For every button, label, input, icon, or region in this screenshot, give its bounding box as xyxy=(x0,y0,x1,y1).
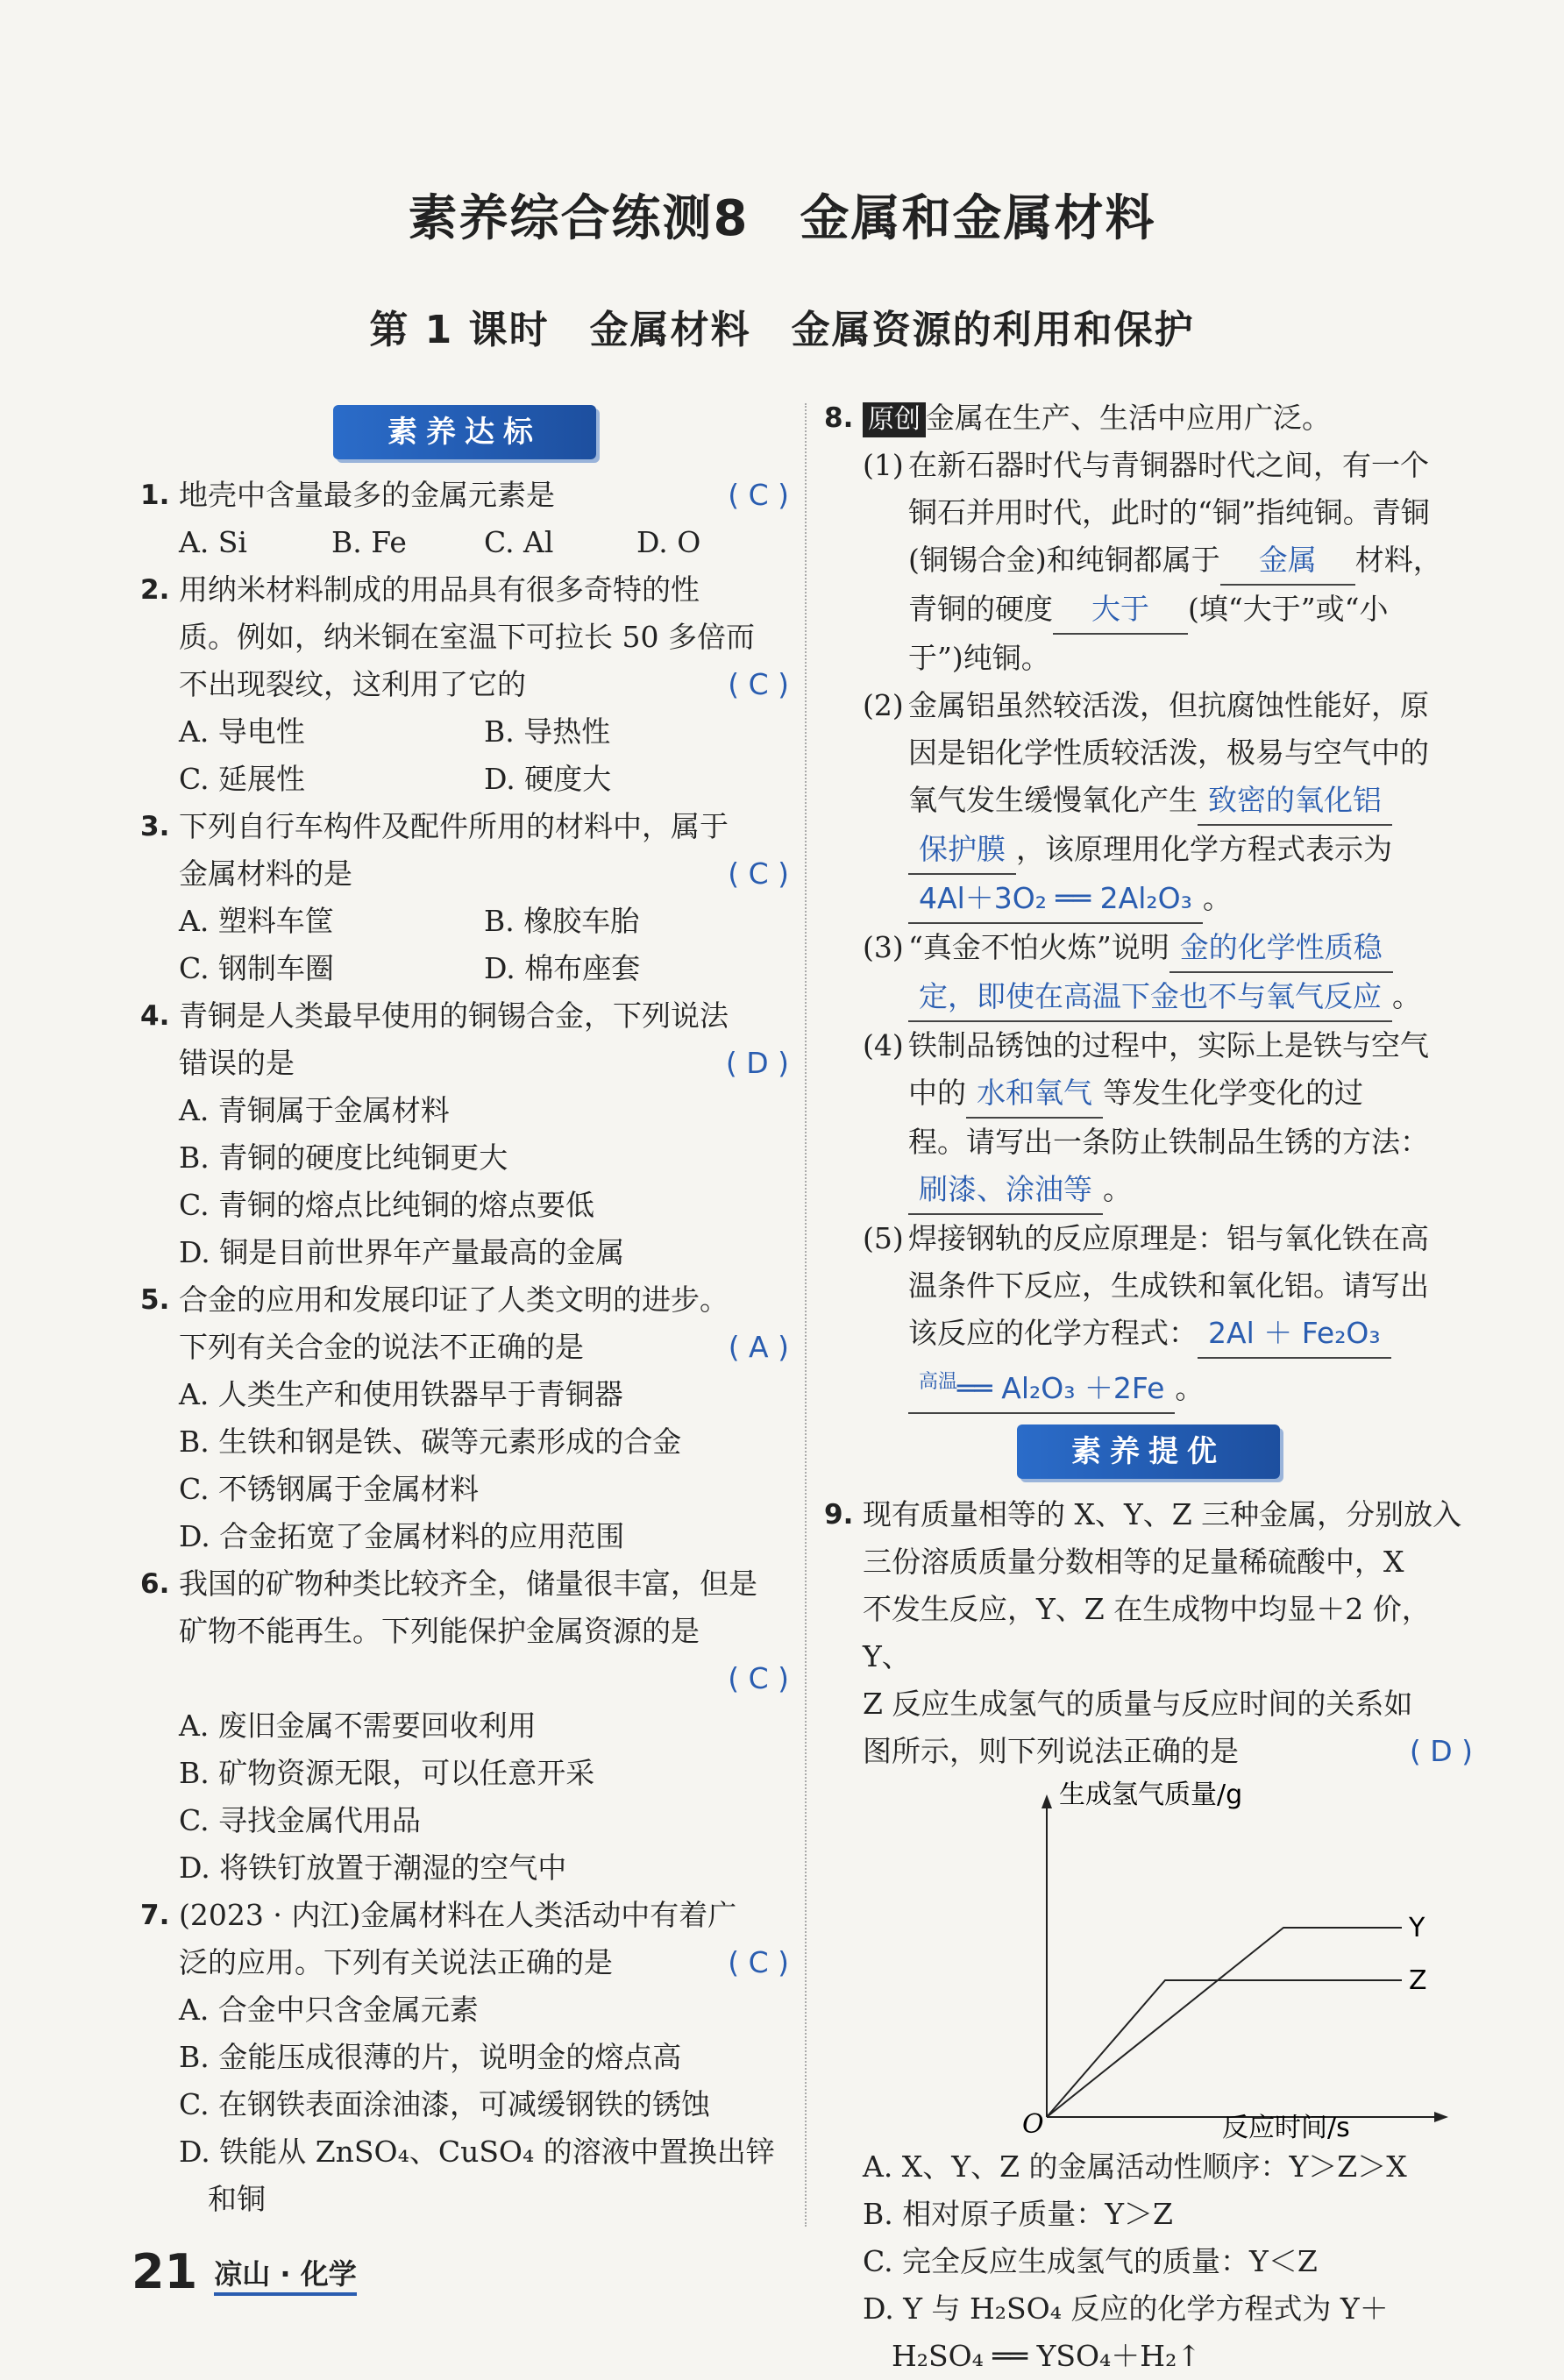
option-a: A. 导电性 xyxy=(179,714,305,749)
question-stem-line: 我国的矿物种类比较齐全，储量很丰富，但是 xyxy=(179,1567,757,1601)
part-number: (2) xyxy=(863,688,904,722)
question-stem-line: 不出现裂纹，这利用了它的 xyxy=(179,667,526,701)
question-stem-line: 下列自行车构件及配件所用的材料中，属于 xyxy=(179,809,729,843)
part-text: 因是铝化学性质较活泼，极易与空气中的 xyxy=(908,735,1429,770)
option-b: B. 橡胶车胎 xyxy=(484,904,640,938)
question-number: 6. xyxy=(140,1568,170,1600)
answer-blank: 保护膜 xyxy=(908,826,1016,875)
q8-part-5 xyxy=(863,1215,1473,1414)
part-number: (5) xyxy=(863,1221,904,1255)
part-text: 铁制品锈蚀的过程中，实际上是铁与空气 xyxy=(908,1028,1429,1062)
option-b: B. 青铜的硬度比纯铜更大 xyxy=(179,1140,508,1175)
option-a: A. 人类生产和使用铁器早于青铜器 xyxy=(179,1377,623,1411)
question-2 xyxy=(140,566,789,803)
option-d-continued: H₂SO₄ ══ YSO₄＋H₂↑ xyxy=(863,2339,1201,2373)
question-stem-line: 泛的应用。下列有关说法正确的是 xyxy=(179,1945,613,1979)
part-text: 该反应的化学方程式： xyxy=(908,1316,1198,1350)
question-stem-line: 矿物不能再生。下列能保护金属资源的是 xyxy=(179,1614,700,1648)
answer-blank: 水和氧气 xyxy=(966,1069,1103,1119)
part-text: “真金不怕火炼”说明 xyxy=(908,930,1169,964)
part-text: (填“大于”或“小 xyxy=(1188,592,1389,626)
question-8 xyxy=(824,394,1473,1414)
answer-blank: 致密的氧化铝 xyxy=(1198,777,1392,826)
page-number: 21 xyxy=(132,2244,198,2299)
question-stem-line: 质。例如，纳米铜在室温下可拉长 50 多倍而 xyxy=(179,620,755,654)
option-a: A. 塑料车筐 xyxy=(179,904,334,938)
question-number: 7. xyxy=(140,1900,170,1931)
question-stem-line: 错误的是 xyxy=(179,1046,295,1080)
option-a: A. 青铜属于金属材料 xyxy=(179,1093,450,1127)
question-stem-line: 三份溶质质量分数相等的足量稀硫酸中，X xyxy=(863,1545,1404,1579)
option-a: A. 废旧金属不需要回收利用 xyxy=(179,1709,537,1743)
equation-text: ══ Al₂O₃ ＋2Fe xyxy=(957,1371,1165,1405)
part-text: (铜锡合金)和纯铜都属于 xyxy=(908,543,1220,577)
answer-choice: ( A ) xyxy=(728,1330,789,1364)
option-d: D. 棉布座套 xyxy=(484,951,641,985)
option-d: D. 硬度大 xyxy=(484,762,612,796)
hydrogen-mass-chart xyxy=(985,1775,1476,2143)
question-stem-line: 青铜是人类最早使用的铜锡合金，下列说法 xyxy=(179,998,729,1033)
option-c: C. 完全反应生成氢气的质量：Y＜Z xyxy=(863,2244,1318,2278)
answer-blank: 刷漆、涂油等 xyxy=(908,1166,1103,1215)
question-4 xyxy=(140,992,789,1276)
series-line-y xyxy=(1047,1928,1402,2117)
answer-choice: ( C ) xyxy=(728,667,789,701)
question-1 xyxy=(140,472,789,566)
option-a: A. Si xyxy=(179,525,247,559)
part-text: 程。请写出一条防止铁制品生锈的方法： xyxy=(908,1125,1429,1159)
option-b: B. 矿物资源无限，可以任意开采 xyxy=(179,1756,595,1790)
right-column xyxy=(824,394,1473,2380)
chart-svg xyxy=(985,1775,1476,2143)
x-axis-label: 反应时间/s xyxy=(1222,2113,1350,2143)
question-5 xyxy=(140,1276,789,1560)
series-label-y: Y xyxy=(1409,1913,1425,1943)
option-a: A. 合金中只含金属元素 xyxy=(179,1993,479,2027)
answer-blank: 金属 xyxy=(1220,536,1355,586)
answer-choice: ( D ) xyxy=(725,1046,789,1080)
option-c: C. 延展性 xyxy=(179,762,306,796)
question-stem-line: 下列有关合金的说法不正确的是 xyxy=(179,1330,584,1364)
original-tag: 原创 xyxy=(863,402,926,437)
part-text: 中的 xyxy=(908,1076,966,1110)
part-number: (1) xyxy=(863,448,904,482)
answer-blank: 金的化学性质稳 xyxy=(1169,924,1393,973)
question-stem-line: Z 反应生成氢气的质量与反应时间的关系如 xyxy=(863,1687,1413,1721)
option-c: C. 青铜的熔点比纯铜的熔点要低 xyxy=(179,1188,595,1222)
option-c: C. 不锈钢属于金属材料 xyxy=(179,1472,480,1506)
question-3 xyxy=(140,803,789,992)
question-number: 8. xyxy=(824,402,854,434)
option-b: B. Fe xyxy=(331,525,407,559)
question-9 xyxy=(824,1491,1473,2380)
series-label-z: Z xyxy=(1409,1965,1427,1996)
answer-choice: ( C ) xyxy=(728,1661,789,1695)
page-subtitle: 第 1 课时 金属材料 金属资源的利用和保护 xyxy=(369,308,1195,352)
part-text: 氧气发生缓慢氧化产生 xyxy=(908,783,1198,817)
y-axis-arrow xyxy=(1041,1794,1052,1808)
option-c: C. Al xyxy=(484,525,554,559)
answer-choice: ( D ) xyxy=(1409,1734,1473,1768)
part-text: 。 xyxy=(1175,1371,1205,1405)
part-number: (3) xyxy=(863,930,904,964)
option-d: D. 铜是目前世界年产量最高的金属 xyxy=(179,1235,625,1269)
question-stem-line: 用纳米材料制成的用品具有很多奇特的性 xyxy=(179,572,700,607)
question-6 xyxy=(140,1560,789,1892)
y-axis-label: 生成氢气质量/g xyxy=(1059,1780,1243,1810)
question-number: 2. xyxy=(140,574,170,606)
option-d: D. Y 与 H₂SO₄ 反应的化学方程式为 Y＋ xyxy=(863,2291,1389,2326)
part-text: 金属铝虽然较活泼，但抗腐蚀性能好，原 xyxy=(908,688,1429,722)
option-b: B. 相对原子质量：Y＞Z xyxy=(863,2197,1173,2231)
answer-blank: 大于 xyxy=(1053,586,1188,635)
series-line-z xyxy=(1047,1980,1402,2117)
reaction-condition: 高温 xyxy=(919,1371,958,1393)
x-axis-arrow xyxy=(1434,2112,1448,2122)
q8-part-1 xyxy=(863,442,1473,682)
answer-choice: ( C ) xyxy=(728,856,789,891)
part-text: 青铜的硬度 xyxy=(908,592,1053,626)
part-text: 铜石并用时代，此时的“铜”指纯铜。青铜 xyxy=(908,495,1430,529)
page-footer xyxy=(132,2244,357,2299)
question-stem-line: 不发生反应，Y、Z 在生成物中均显＋2 价，Y、 xyxy=(863,1592,1431,1673)
question-stem: 地壳中含量最多的金属元素是 xyxy=(179,478,555,512)
question-number: 9. xyxy=(824,1499,854,1531)
option-b: B. 生铁和钢是铁、碳等元素形成的合金 xyxy=(179,1424,682,1459)
option-c: C. 钢制车圈 xyxy=(179,951,335,985)
part-text: 于”)纯铜。 xyxy=(908,641,1050,675)
question-number: 1. xyxy=(140,480,170,511)
question-number: 5. xyxy=(140,1284,170,1316)
q8-part-2 xyxy=(863,682,1473,924)
part-text: 。 xyxy=(1103,1172,1132,1206)
option-c: C. 在钢铁表面涂油漆，可减缓钢铁的锈蚀 xyxy=(179,2087,711,2121)
part-text: ，该原理用化学方程式表示为 xyxy=(1016,832,1392,866)
part-text: 温条件下反应，生成铁和氧化铝。请写出 xyxy=(908,1268,1429,1303)
option-d-continued: 和铜 xyxy=(179,2182,266,2216)
q8-part-4 xyxy=(863,1022,1473,1215)
left-column xyxy=(140,394,789,2223)
question-stem-line: 金属材料的是 xyxy=(179,856,352,891)
question-stem-line: 现有质量相等的 X、Y、Z 三种金属，分别放入 xyxy=(863,1497,1462,1531)
part-text: 焊接钢轨的反应原理是：铝与氧化铁在高 xyxy=(908,1221,1429,1255)
option-d: D. 合金拓宽了金属材料的应用范围 xyxy=(179,1519,625,1553)
answer-blank-equation xyxy=(908,1359,1175,1414)
part-text: 。 xyxy=(1392,979,1421,1013)
part-text: 。 xyxy=(1202,881,1232,915)
section-badge-basic: 素养达标 xyxy=(333,405,596,459)
question-number: 3. xyxy=(140,811,170,842)
option-d: D. 将铁钉放置于潮湿的空气中 xyxy=(179,1851,567,1885)
question-stem-line: 图所示，则下列说法正确的是 xyxy=(863,1734,1239,1768)
option-b: B. 金能压成很薄的片，说明金的熔点高 xyxy=(179,2040,682,2074)
series-layer xyxy=(1047,1913,1427,2117)
answer-choice: ( C ) xyxy=(728,1945,789,1979)
q8-part-3 xyxy=(863,924,1473,1022)
question-stem: 金属在生产、生活中应用广泛。 xyxy=(926,401,1331,435)
question-7 xyxy=(140,1892,789,2223)
section-badge-advanced: 素养提优 xyxy=(1017,1424,1280,1479)
part-text: 在新石器时代与青铜器时代之间，有一个 xyxy=(908,448,1429,482)
part-text: 等发生化学变化的过 xyxy=(1103,1076,1363,1110)
answer-blank: 定，即使在高温下金也不与氧气反应 xyxy=(908,973,1392,1022)
question-number: 4. xyxy=(140,1000,170,1032)
part-number: (4) xyxy=(863,1028,904,1062)
option-d: D. 铁能从 ZnSO₄、CuSO₄ 的溶液中置换出锌 xyxy=(179,2135,775,2169)
footer-label: 凉山 · 化学 xyxy=(214,2257,356,2296)
part-text: 材料， xyxy=(1354,543,1442,577)
option-a: A. X、Y、Z 的金属活动性顺序：Y＞Z＞X xyxy=(863,2149,1407,2184)
origin-label: O xyxy=(1022,2109,1044,2140)
option-d: D. O xyxy=(636,525,701,559)
option-c: C. 寻找金属代用品 xyxy=(179,1803,422,1837)
page-title: 素养综合练测8 金属和金属材料 xyxy=(408,190,1156,247)
answer-blank: 2Al ＋ Fe₂O₃ xyxy=(1198,1310,1391,1359)
answer-choice: ( C ) xyxy=(728,478,789,512)
question-stem-line: 合金的应用和发展印证了人类文明的进步。 xyxy=(179,1282,729,1317)
column-divider xyxy=(805,403,807,2227)
question-stem-line: (2023 · 内江)金属材料在人类活动中有着广 xyxy=(179,1898,737,1932)
answer-blank-equation: 4Al＋3O₂ ══ 2Al₂O₃ xyxy=(908,875,1203,924)
option-b: B. 导热性 xyxy=(484,714,611,749)
